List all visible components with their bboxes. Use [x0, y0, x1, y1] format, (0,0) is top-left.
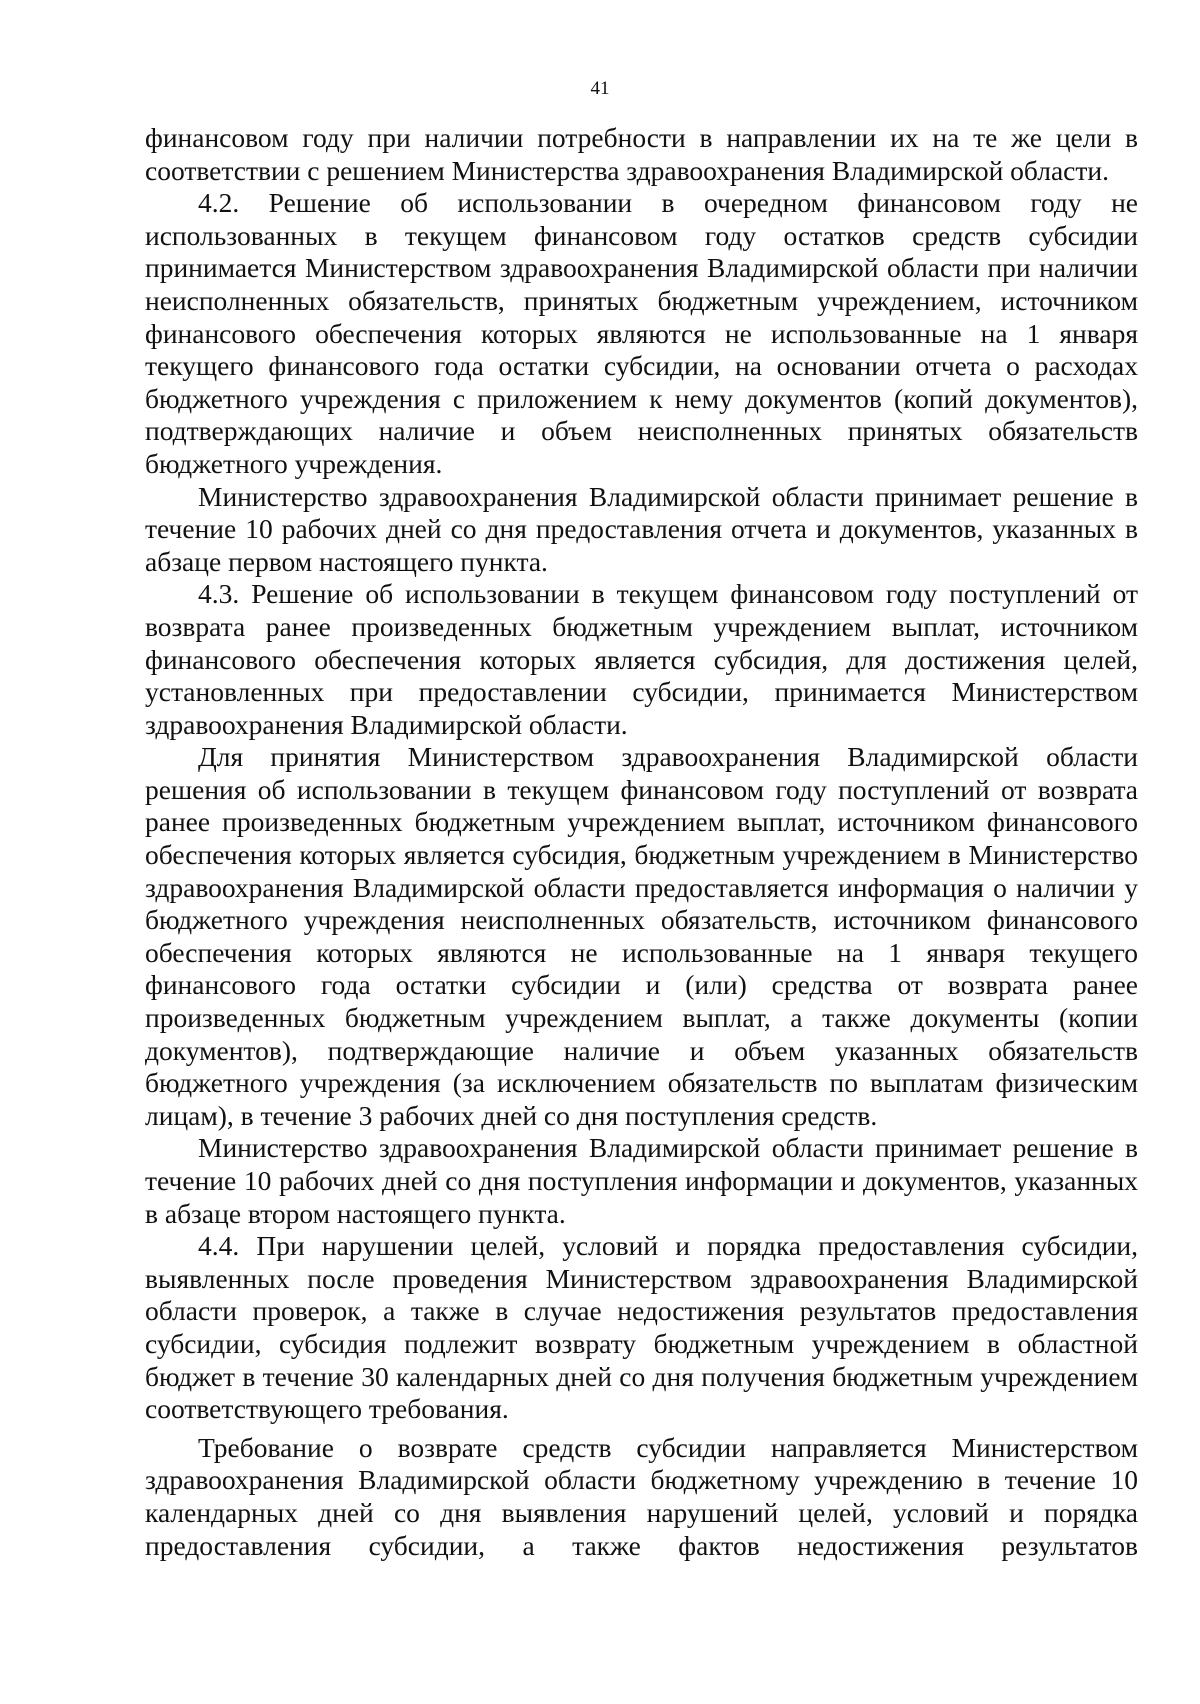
- paragraph-4-4-requirement: Требование о возврате средств субсидии направляется Министерством здравоохранения Владимирской области бюджетному учреждению в течение 10 календарных дней со дня выявления нарушений целей, условий и порядка предоставления субсидии, а также фактов недостижения результатов: [145, 1431, 1138, 1561]
- paragraph-4-2: 4.2. Решение об использовании в очередном финансовом году не использованных в текущем финансовом году остатков средств субсидии принимается Министерством здравоохранения Владимирской области при наличии неисполненных обязательств, принятых бюджетным учреждением, источником финансового обеспечения которых являются не использованные на 1 января текущего финансового года остатки субсидии, на основании отчета о расходах бюджетного учреждения с приложением к нему документов (копий документов), подтверждающих наличие и объем неисполненных принятых обязательств бюджетного учреждения.: [145, 187, 1138, 479]
- paragraph-continuation: финансовом году при наличии потребности в направлении их на те же цели в соответствии с решением Министерства здравоохранения Владимирской области.: [145, 122, 1138, 186]
- page-number: 41: [590, 78, 610, 99]
- paragraph-4-3-decision-term: Министерство здравоохранения Владимирской области принимает решение в течение 10 рабочих дней со дня поступления информации и документов, указанных в абзаце втором настоящего пункта.: [145, 1132, 1138, 1229]
- paragraph-4-4: 4.4. При нарушении целей, условий и порядка предоставления субсидии, выявленных после проведения Министерством здравоохранения Владимирской области проверок, а также в случае недостижения результатов предоставления субсидии, субсидия подлежит возврату бюджетным учреждением в областной бюджет в течение 30 календарных дней со дня получения бюджетным учреждением соответствующего требования.: [145, 1230, 1138, 1425]
- document-body: [145, 122, 1138, 1562]
- paragraph-4-3-information: Для принятия Министерством здравоохранения Владимирской области решения об использовании в текущем финансовом году поступлений от возврата ранее произведенных бюджетным учреждением выплат, источником финансового обеспечения которых является субсидия, бюджетным учреждением в Министерство здравоохранения Владимирской области предоставляется информация о наличии у бюджетного учреждения неисполненных обязательств, источником финансового обеспечения которых являются не использованные на 1 января текущего финансового года остатки субсидии и (или) средства от возврата ранее произведенных бюджетным учреждением выплат, а также документы (копии документов), подтверждающие наличие и объем указанных обязательств бюджетного учреждения (за исключением обязательств по выплатам физическим лицам), в течение 3 рабочих дней со дня поступления средств.: [145, 741, 1138, 1131]
- paragraph-4-3: 4.3. Решение об использовании в текущем финансовом году поступлений от возврата ранее произведенных бюджетным учреждением выплат, источником финансового обеспечения которых является субсидия, для достижения целей, установленных при предоставлении субсидии, принимается Министерством здравоохранения Владимирской области.: [145, 578, 1138, 740]
- paragraph-4-2-decision-term: Министерство здравоохранения Владимирской области принимает решение в течение 10 рабочих дней со дня предоставления отчета и документов, указанных в абзаце первом настоящего пункта.: [145, 480, 1138, 577]
